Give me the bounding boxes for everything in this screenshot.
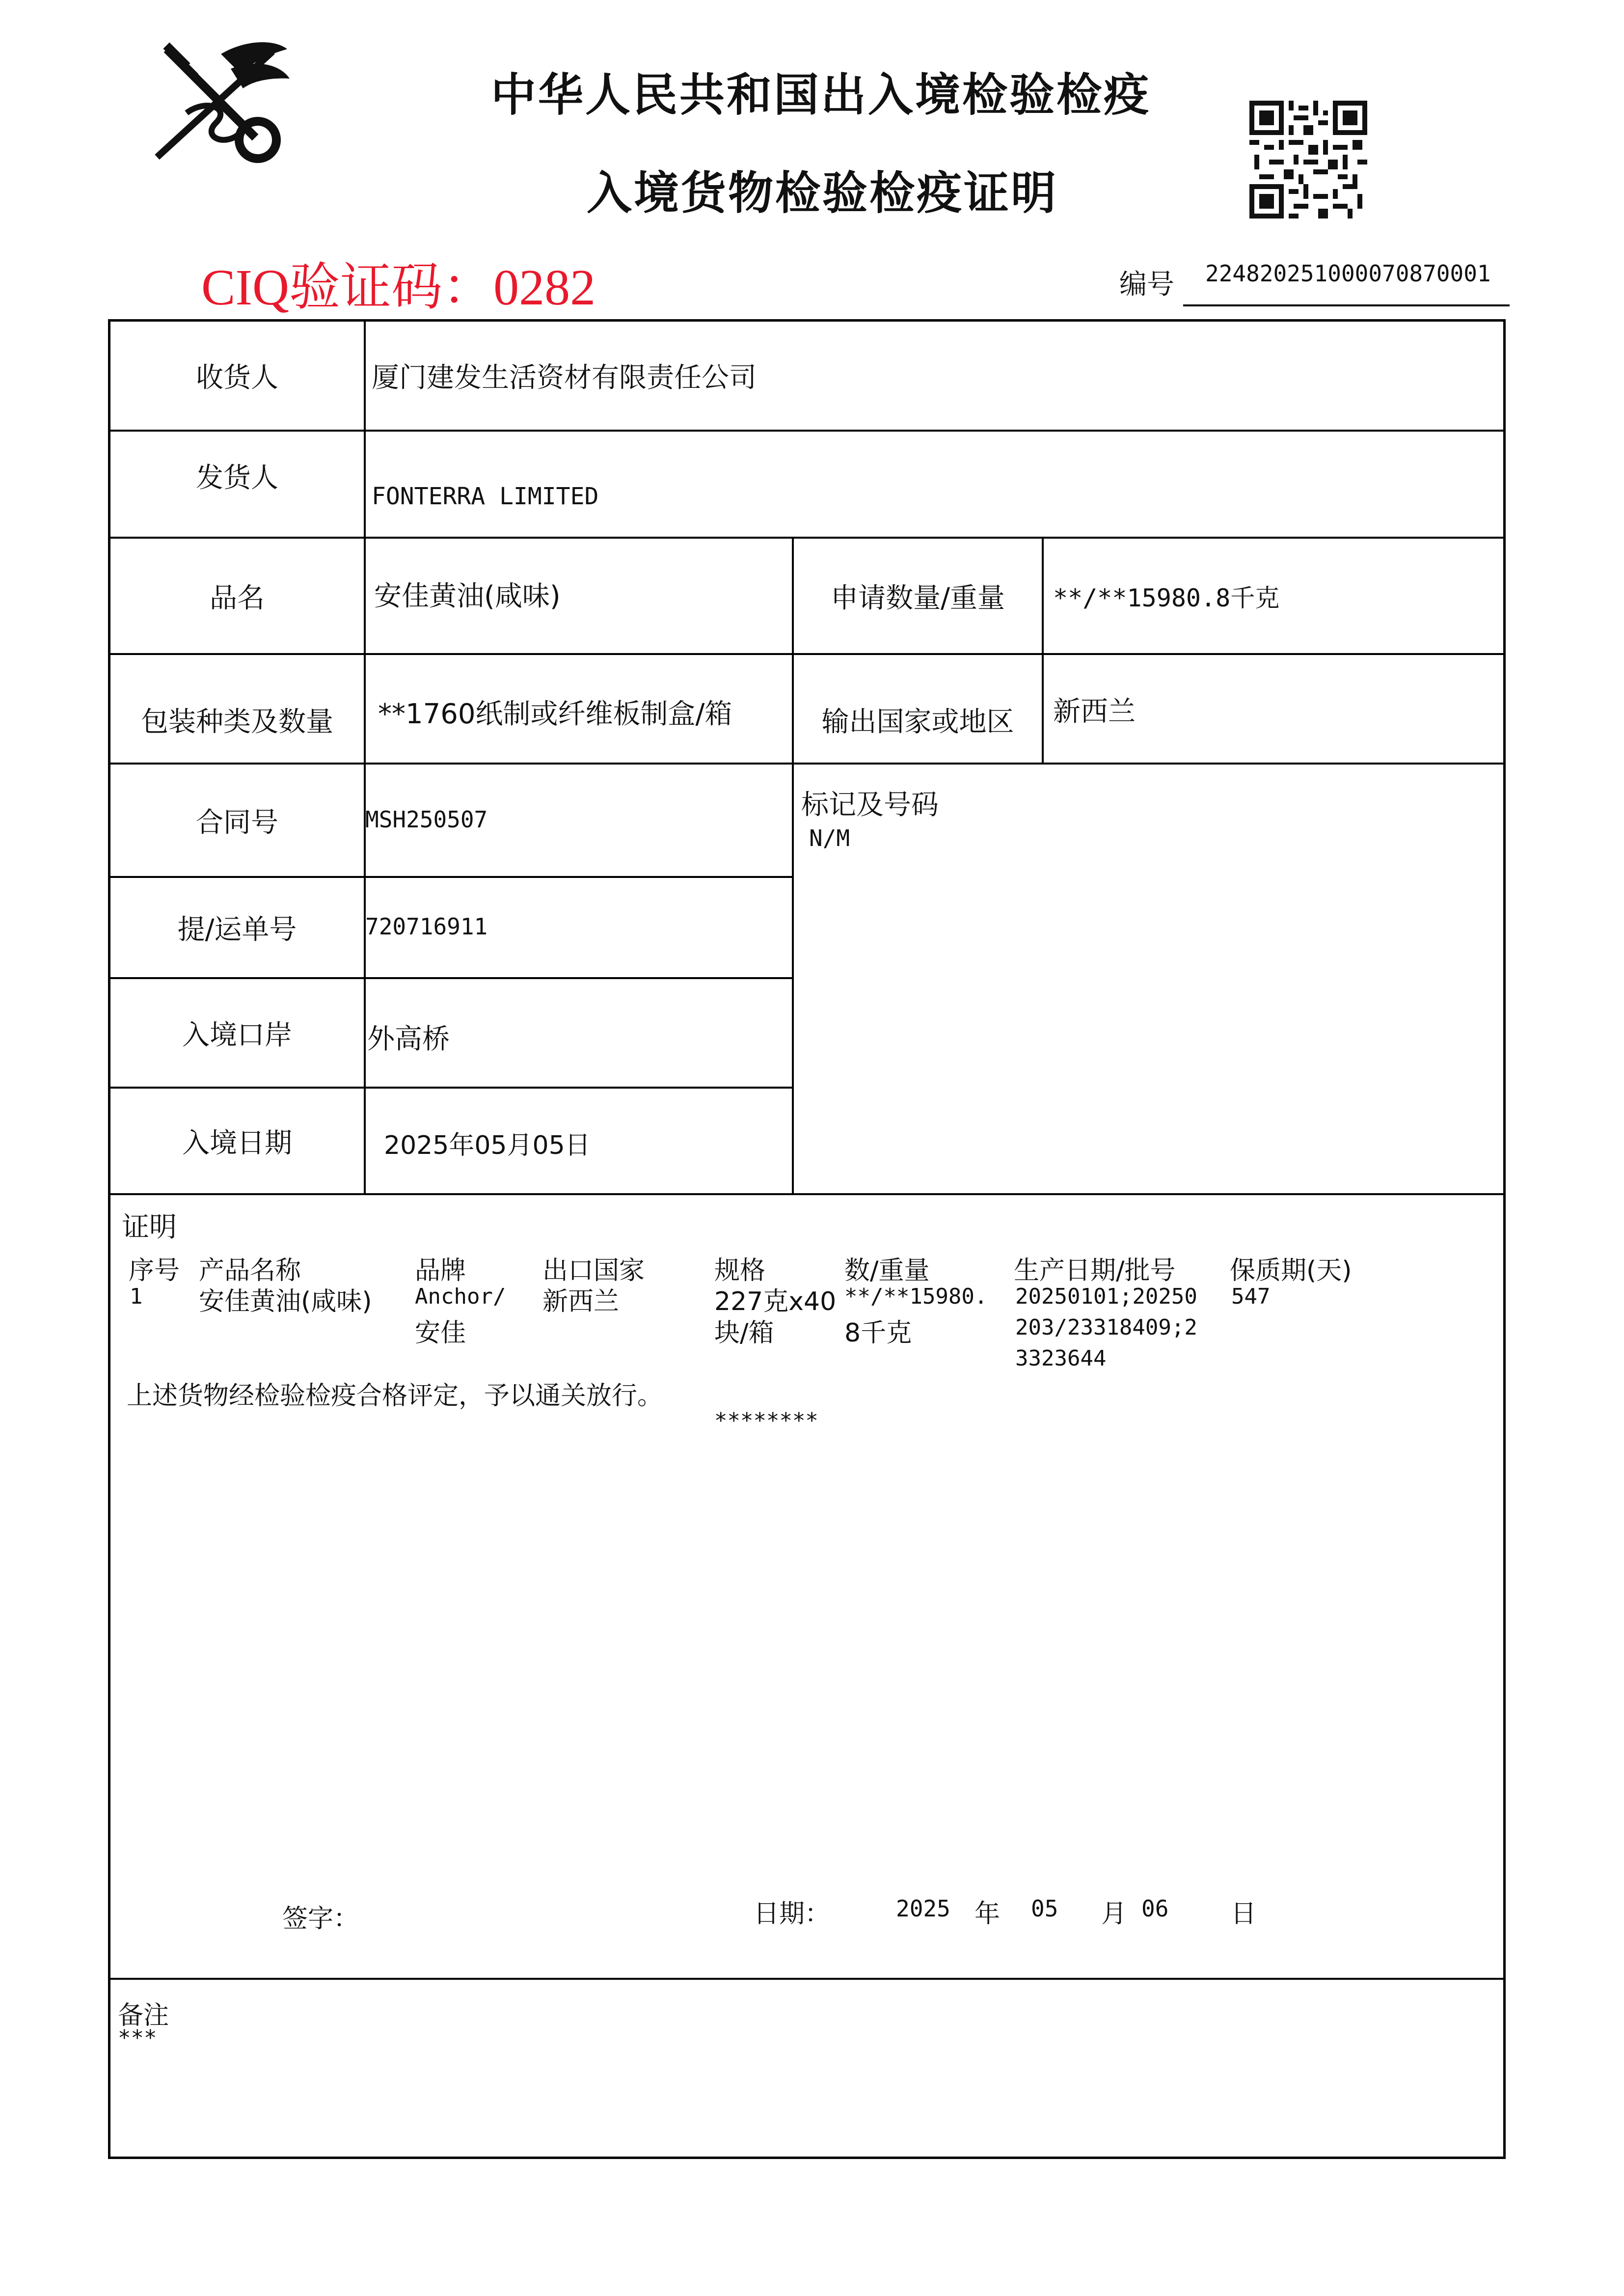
issue-month-unit: 月 (1101, 1899, 1127, 1929)
remarks-value: *** (118, 2025, 157, 2050)
row-batch-line1: 20250101;20250 (1015, 1284, 1197, 1309)
rule (108, 1978, 1506, 1980)
consignee-label: 收货人 (196, 362, 278, 394)
row-qty-line2: 8千克 (844, 1318, 912, 1348)
port-label: 入境口岸 (182, 1019, 292, 1051)
contract-value: MSH250507 (365, 806, 488, 833)
bl-label: 提/运单号 (177, 914, 297, 946)
col-brand-header: 品牌 (415, 1256, 466, 1285)
customs-emblem (147, 34, 295, 167)
rule (364, 319, 366, 1194)
cert-heading: 证明 (122, 1211, 177, 1243)
col-seq-header: 序号 (129, 1256, 180, 1285)
row-seq: 1 (130, 1284, 143, 1309)
quantity-value: **/**15980.8千克 (1053, 584, 1280, 612)
package-label: 包装种类及数量 (141, 706, 333, 738)
product-label: 品名 (210, 582, 265, 614)
col-batch-header: 生产日期/批号 (1014, 1256, 1176, 1285)
entry-date-label: 入境日期 (182, 1127, 292, 1159)
marks-value: N/M (809, 825, 850, 851)
row-brand-line2: 安佳 (415, 1318, 466, 1348)
issue-month: 05 (1031, 1895, 1058, 1922)
issue-date-label: 日期： (754, 1899, 831, 1929)
consignor-value: FONTERRA LIMITED (372, 483, 599, 510)
entry-date-value: 2025年05月05日 (384, 1131, 591, 1160)
consignor-label: 发货人 (196, 462, 278, 494)
document-title: 中华人民共和国出入境检验检疫 (491, 69, 1151, 121)
serial-number: 224820251000070870001 (1205, 260, 1491, 287)
row-qty-line1: **/**15980. (844, 1284, 988, 1309)
origin-value: 新西兰 (1053, 696, 1136, 728)
rule (1042, 537, 1044, 764)
qr-code (1249, 101, 1367, 219)
cert-stars: ******** (714, 1408, 818, 1433)
col-spec-header: 规格 (714, 1256, 766, 1285)
ciq-verification-code: CIQ验证码：0282 (201, 259, 596, 316)
origin-label: 输出国家或地区 (821, 706, 1014, 738)
col-country-header: 出口国家 (542, 1256, 645, 1285)
row-product-name: 安佳黄油(咸味) (199, 1287, 372, 1316)
document-subtitle: 入境货物检验检疫证明 (587, 167, 1058, 219)
row-batch-line2: 203/23318409;2 (1015, 1315, 1197, 1340)
row-spec-line1: 227克x40 (714, 1287, 837, 1316)
serial-label: 编号 (1119, 269, 1174, 301)
package-value: **1760纸制或纤维板制盒/箱 (378, 698, 732, 730)
issue-year: 2025 (896, 1895, 950, 1922)
issue-year-unit: 年 (974, 1899, 1001, 1929)
row-country: 新西兰 (542, 1287, 620, 1316)
col-shelf-header: 保质期(天) (1230, 1256, 1352, 1285)
signature-label: 签字： (282, 1904, 359, 1934)
remarks-label: 备注 (118, 2001, 169, 2030)
col-name-header: 产品名称 (199, 1256, 301, 1285)
row-batch-line3: 3323644 (1015, 1346, 1107, 1371)
serial-underline (1183, 304, 1510, 306)
bl-value: 720716911 (365, 913, 488, 940)
port-value: 外高桥 (367, 1023, 450, 1055)
row-spec-line2: 块/箱 (714, 1318, 774, 1348)
marks-label: 标记及号码 (801, 789, 939, 821)
issue-day: 06 (1141, 1895, 1169, 1922)
issue-day-unit: 日 (1231, 1899, 1257, 1929)
quantity-label: 申请数量/重量 (831, 582, 1005, 614)
rule (108, 1193, 1506, 1195)
product-value: 安佳黄油(咸味) (374, 580, 561, 612)
row-shelf-life: 547 (1231, 1284, 1271, 1309)
cert-statement: 上述货物经检验检疫合格评定，予以通关放行。 (127, 1381, 663, 1411)
contract-label: 合同号 (196, 806, 278, 839)
consignee-value: 厦门建发生活资材有限责任公司 (372, 362, 757, 394)
row-brand-line1: Anchor/ (415, 1284, 506, 1309)
col-qty-header: 数/重量 (844, 1256, 930, 1285)
